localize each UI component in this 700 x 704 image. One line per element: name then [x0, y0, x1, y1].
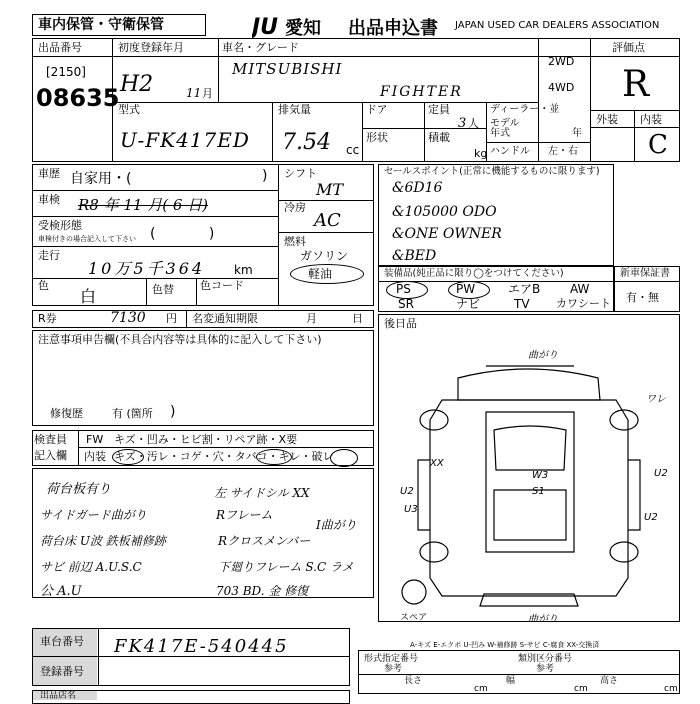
mileage-unit: km: [234, 263, 253, 277]
recycle-label: R券: [38, 312, 57, 325]
recycle-unit: 円: [166, 312, 177, 325]
door-label: ドア: [366, 103, 388, 116]
repair-label: 修復歴: [50, 407, 83, 420]
hw-note-11: 703 BD. 金 修復: [216, 584, 309, 598]
cert-length-cm: cm: [474, 684, 488, 694]
back-label: 後日品: [384, 317, 417, 330]
notes-label: 注意事項申告欄(不具合内容等は具体的に記入して下さい): [38, 333, 322, 346]
cert-length: 長さ: [404, 676, 423, 686]
hw-note-9: 下廻りフレーム S.C ラメ: [218, 560, 354, 574]
cert-width-cm: cm: [574, 684, 588, 694]
inspector-label2: 記入欄: [34, 449, 67, 462]
diagram-legend: A-キズ E-エクボ U-凹み W-補修跡 S-サビ C-腐食 XX-交換済: [410, 641, 600, 649]
shift-value: MT: [316, 180, 344, 199]
hw-note-6: 荷台床 U波 鉄板補修跡: [40, 534, 166, 548]
svg-text:S1: S1: [532, 486, 545, 497]
svg-text:U2: U2: [654, 468, 668, 479]
fw-label: FW: [86, 433, 104, 446]
guarantee-value: 有・無: [626, 291, 659, 304]
rating-ext-label: 外装: [596, 113, 618, 126]
recycle-value: 7130: [110, 310, 146, 326]
equipment-aw: AW: [570, 282, 590, 296]
hw-note-2: 左 サイドシル XX: [214, 486, 310, 500]
sales-point-4: &BED: [392, 248, 437, 264]
displacement-value: 7.54: [282, 130, 331, 155]
model-label: 型式: [118, 103, 140, 116]
equipment-tv: TV: [514, 297, 530, 311]
cert-label-1: 形式指定番号: [364, 654, 419, 664]
org-name: 愛知: [285, 18, 321, 39]
hw-note-1: 荷台板有り: [46, 482, 112, 497]
handle-opts: 左・右: [548, 146, 578, 157]
wheel-rr: [610, 542, 638, 562]
bottom-label: 出品店名: [40, 691, 77, 701]
dealer-year-label: 年式: [490, 128, 510, 139]
first-reg-era: H2: [120, 72, 154, 97]
cert-height-cm: cm: [664, 684, 678, 694]
dealer-model: モデル: [490, 118, 520, 129]
dealer-year-unit: 年: [572, 128, 582, 139]
capacity-label: 定員: [428, 103, 450, 116]
svg-text:曲がり: 曲がり: [528, 614, 558, 622]
color-code-label: 色コード: [200, 279, 244, 292]
drive-2wd: 2WD: [548, 55, 575, 68]
sales-point-1: &6D16: [392, 180, 443, 196]
hw-note-7: Rクロスメンバー: [218, 534, 311, 548]
mileage-value: 10万5千364: [88, 259, 206, 278]
hw-note-8: サビ 前辺 A.U.S.C: [40, 560, 142, 574]
fw-items: キズ・凹み・ヒビ割・リペア跡・X要: [114, 433, 298, 446]
equipment-navi: ナビ: [456, 297, 481, 311]
cert-width: 幅: [506, 676, 516, 686]
repair-value: 有 (箇所: [112, 407, 153, 420]
rating-value: R: [622, 64, 650, 105]
cooling-value: AC: [314, 210, 341, 231]
cooling-label: 冷房: [284, 201, 306, 214]
int-items: キズ・汚レ・コゲ・穴・タバコ・キレ・破レ: [114, 450, 334, 463]
rating-int-value: C: [648, 130, 668, 160]
int-circle-2: [256, 449, 292, 465]
truck-diagram: [378, 330, 680, 622]
handle-label: ハンドル: [490, 146, 530, 157]
hw-note-3: サイドガード曲がり: [40, 508, 147, 522]
first-reg-month: 11: [186, 86, 202, 100]
spare-wheel: [402, 580, 426, 604]
english-title: JAPAN USED CAR DEALERS ASSOCIATION: [455, 20, 660, 31]
rating-label: 評価点: [612, 41, 645, 54]
sales-point-2: &105000 ODO: [392, 204, 497, 220]
door-shape-label: 形状: [366, 131, 388, 144]
load-label: 積載: [428, 131, 450, 144]
svg-text:U2: U2: [400, 486, 414, 497]
car-name-label: 車名・グレード: [222, 41, 299, 54]
equipment-airbag: エアB: [508, 282, 541, 296]
svg-text:U2: U2: [644, 512, 658, 523]
receipt-label: 受検形態: [38, 219, 82, 232]
svg-text:W3: W3: [532, 470, 549, 481]
equipment-ps: PS: [396, 282, 411, 296]
wheel-rl: [420, 542, 448, 562]
inspection-label: 車検: [38, 193, 60, 206]
storage-title: 車内保管・守衛保管: [38, 17, 164, 33]
drive-4wd: 4WD: [548, 81, 575, 94]
int-circle-3: [330, 449, 358, 467]
hw-note-10: 公 A.U: [40, 584, 82, 599]
hw-note-4: Rフレーム: [216, 508, 273, 522]
receipt-note: 車検付きの場合記入して下さい: [38, 235, 136, 243]
equipment-label: 装備品(純正品に限り◯をつけてください): [384, 268, 564, 279]
chassis-label: 車台番号: [40, 635, 84, 648]
first-reg-label: 初度登録年月: [118, 41, 184, 54]
cert-label-4: 参考: [536, 664, 555, 674]
name-change-day: 日: [352, 312, 363, 325]
cert-label-2: 参考: [384, 664, 403, 674]
dealer-label: ディーラー・並: [490, 104, 560, 115]
int-label: 内装: [84, 450, 106, 463]
svg-text:U3: U3: [404, 504, 418, 515]
car-make: MITSUBISHI: [232, 60, 343, 78]
color-change-label: 色替: [152, 283, 174, 296]
mileage-label: 走行: [38, 249, 60, 262]
displacement-label: 排気量: [278, 103, 311, 116]
sales-points-label: セールスポイント(正常に機能するものに限ります): [384, 166, 600, 177]
displacement-unit: cc: [346, 143, 360, 157]
int-circle-1: [112, 449, 144, 465]
fuel-gasoline: ガソリン: [300, 249, 349, 263]
guarantee-label: 新車保証書: [620, 268, 670, 279]
inspection-value: R8 年 11 月( 6 日): [78, 196, 209, 214]
history-value: 自家用・(: [70, 171, 132, 187]
lot-sub: [2150]: [46, 65, 86, 79]
registration-label: 登録番号: [40, 665, 84, 678]
form-title: 出品申込書: [348, 18, 438, 39]
model-value: U-FK417ED: [120, 128, 250, 152]
cert-height: 高さ: [600, 676, 619, 686]
hw-note-5: I曲がり: [316, 518, 357, 532]
svg-text:XX: XX: [430, 458, 444, 469]
equipment-pw: PW: [456, 282, 476, 296]
chassis-value: FK417E-540445: [114, 636, 289, 657]
inspector-label: 検査員: [34, 433, 67, 446]
svg-text:スペア: スペア: [400, 613, 428, 622]
lot-label: 出品番号: [38, 41, 82, 54]
lot-number: 08635: [36, 84, 120, 112]
color-value: 白: [80, 287, 97, 306]
equipment-leather: カワシート: [556, 297, 611, 310]
color-label: 色: [38, 279, 49, 292]
name-change-label: 名変通知期限: [192, 312, 258, 325]
name-change-month: 月: [306, 312, 317, 325]
cert-label-3: 類別区分番号: [518, 654, 573, 664]
sales-point-3: &ONE OWNER: [392, 226, 502, 242]
capacity-value: 3: [458, 116, 467, 131]
svg-text:ワレ: ワレ: [646, 394, 666, 405]
history-label: 車歴: [38, 167, 60, 180]
fuel-label: 燃料: [284, 235, 306, 248]
shift-label: シフト: [284, 167, 317, 180]
capacity-unit: 人: [468, 117, 479, 130]
equipment-sr: SR: [398, 297, 414, 311]
car-model: FIGHTER: [380, 84, 463, 100]
first-reg-month-unit: 月: [202, 87, 213, 100]
svg-text:曲がり: 曲がり: [528, 350, 558, 361]
rating-int-label: 内装: [640, 113, 662, 126]
receipt-paren: ( ): [150, 226, 215, 242]
fuel-diesel: 軽油: [308, 267, 333, 281]
load-unit: kg: [474, 147, 488, 160]
svg-text:JU: JU: [252, 15, 279, 38]
